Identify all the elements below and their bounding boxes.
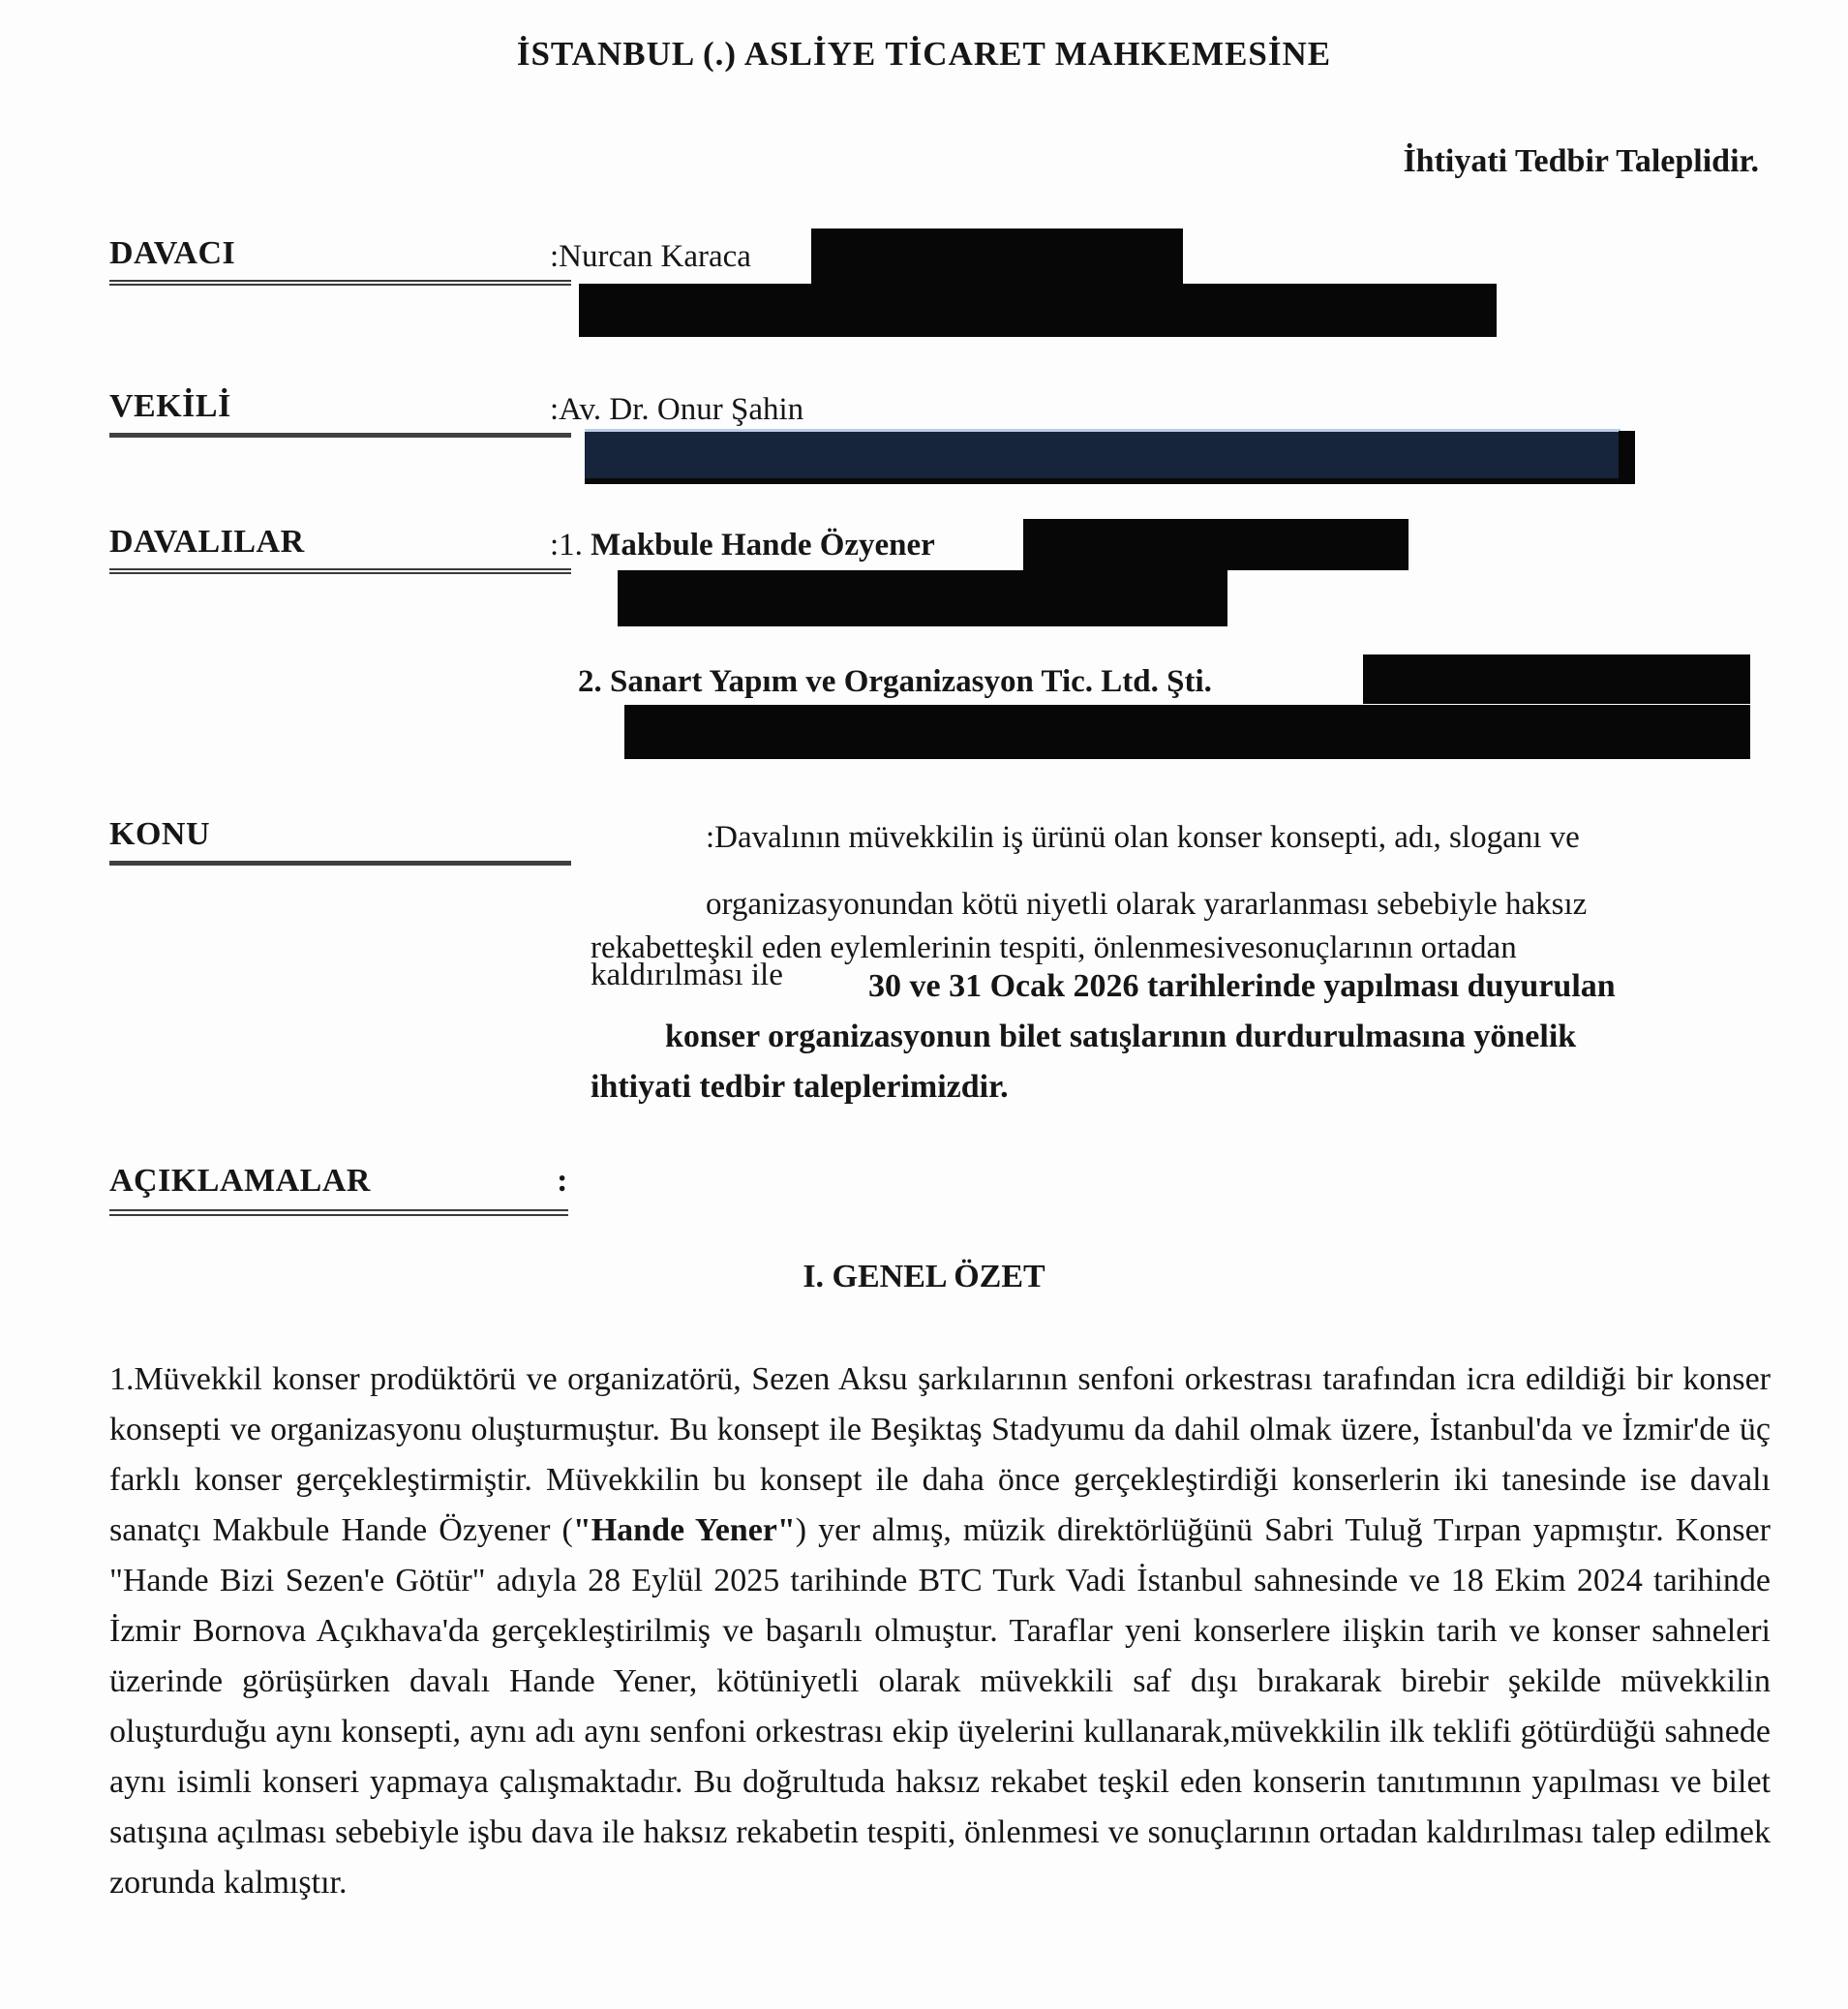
aciklamalar-label-text: AÇIKLAMALAR bbox=[109, 1163, 371, 1199]
redaction-box-davali1-2 bbox=[618, 570, 1227, 626]
redaction-box-davaci-1 bbox=[811, 228, 1183, 284]
redaction-box-vekili bbox=[585, 429, 1621, 484]
konu-bold-line-3: ihtiyati tedbir taleplerimizdir. bbox=[591, 1069, 1009, 1105]
davaci-label: DAVACI bbox=[109, 235, 571, 286]
davaci-value: :Nurcan Karaca bbox=[550, 239, 751, 274]
vekili-label: VEKİLİ bbox=[109, 388, 571, 438]
redaction-box-davali2-2 bbox=[624, 705, 1750, 759]
redaction-box-davali1-1 bbox=[1023, 519, 1409, 570]
vekili-value: :Av. Dr. Onur Şahin bbox=[550, 392, 804, 427]
document-title: İSTANBUL (.) ASLİYE TİCARET MAHKEMESİNE bbox=[516, 35, 1332, 73]
davali-1-name: Makbule Hande Özyener bbox=[591, 528, 935, 563]
konu-line-2: organizasyonundan kötü niyetli olarak yararlanması sebebiyle haksız bbox=[706, 887, 1588, 922]
konu-bold-line-2: konser organizasyonun bilet satışlarının durdurulmasına yönelik bbox=[665, 1019, 1577, 1054]
konu-line-3: rekabetteşkil eden eylemlerinin tespiti, önlenmesivesonuçlarının ortadan bbox=[591, 930, 1517, 965]
request-note: İhtiyati Tedbir Taleplidir. bbox=[1403, 143, 1759, 179]
section-heading-genel-ozet: I. GENEL ÖZET bbox=[803, 1259, 1045, 1294]
davali-2-prefix: 2. bbox=[578, 664, 610, 699]
aciklamalar-label bbox=[109, 1163, 568, 1216]
body-paragraph bbox=[109, 1355, 1771, 1908]
redaction-box-vekili-end-cap bbox=[1619, 431, 1635, 484]
konu-bold-line-1: 30 ve 31 Ocak 2026 tarihlerinde yapılması duyurulan bbox=[868, 968, 1616, 1004]
body-segment-1: 1.Müvekkil konser prodüktörü ve organizatörü, Sezen Aksu şarkılarının senfoni orkestrası tarafından icra edildiği bir konser konsepti ve organizasyonu oluşturmuştur. Bu konsept ile Beşiktaş Stadyumu da dahil olmak üzere, İstanbul'da ve İzmir'de üç farklı konser gerçekleştirmiştir. Müvekkilin bu konsept ile daha önce gerçekleştirdiği konserlerin iki tanesinde ise davalı sanatçı Makbule Hande Özyener ( bbox=[109, 1361, 1771, 1548]
redaction-box-davaci-2 bbox=[579, 284, 1497, 337]
davali-2-value bbox=[578, 664, 1212, 700]
davalilar-label: DAVALILAR bbox=[109, 524, 571, 574]
body-segment-2: ) yer almış, müzik direktörlüğünü Sabri Tuluğ Tırpan yapmıştır. Konser "Hande Bizi Sezen'e Götür" adıyla 28 Eylül 2025 tarihinde BTC Turk Vadi İstanbul sahnesinde ve 18 Ekim 2024 tarihinde İzmir Bornova Açıkhava'da gerçekleştirilmiş ve başarılı olmuştur. Taraflar yeni konserlere ilişkin tarih ve konser sahneleri üzerinde görüşürken davalı Hande Yener, kötüniyetli olarak müvekkili saf dışı bırakarak birebir şekilde müvekkilin oluşturduğu aynı konsepti, aynı adı aynı senfoni orkestrası ekip üyelerini kullanarak,müvekkilin ilk teklifi götürdüğü sahnede aynı isimli konseri yapmaya çalışmaktadır. Bu doğrultuda haksız rekabet teşkil eden konserin tanıtımının yapılması ve bilet satışına açılması sebebiyle işbu dava ile haksız rekabetin tespiti, önlenmesi ve sonuçlarının ortadan kaldırılması talep edilmek zorunda kalmıştır. bbox=[109, 1512, 1771, 1901]
davali-1-value bbox=[550, 528, 935, 563]
konu-line-4: kaldırılması ile bbox=[591, 958, 783, 992]
konu-label: KONU bbox=[109, 816, 571, 866]
redaction-box-davali2-1 bbox=[1363, 654, 1750, 704]
davali-1-prefix: :1. bbox=[550, 528, 591, 563]
aciklamalar-colon: : bbox=[557, 1163, 568, 1199]
konu-line-1: :Davalının müvekkilin iş ürünü olan konser konsepti, adı, sloganı ve bbox=[706, 820, 1580, 855]
davali-2-name: Sanart Yapım ve Organizasyon Tic. Ltd. Şti. bbox=[610, 664, 1212, 699]
body-bold-hande-yener: "Hande Yener" bbox=[572, 1512, 796, 1548]
